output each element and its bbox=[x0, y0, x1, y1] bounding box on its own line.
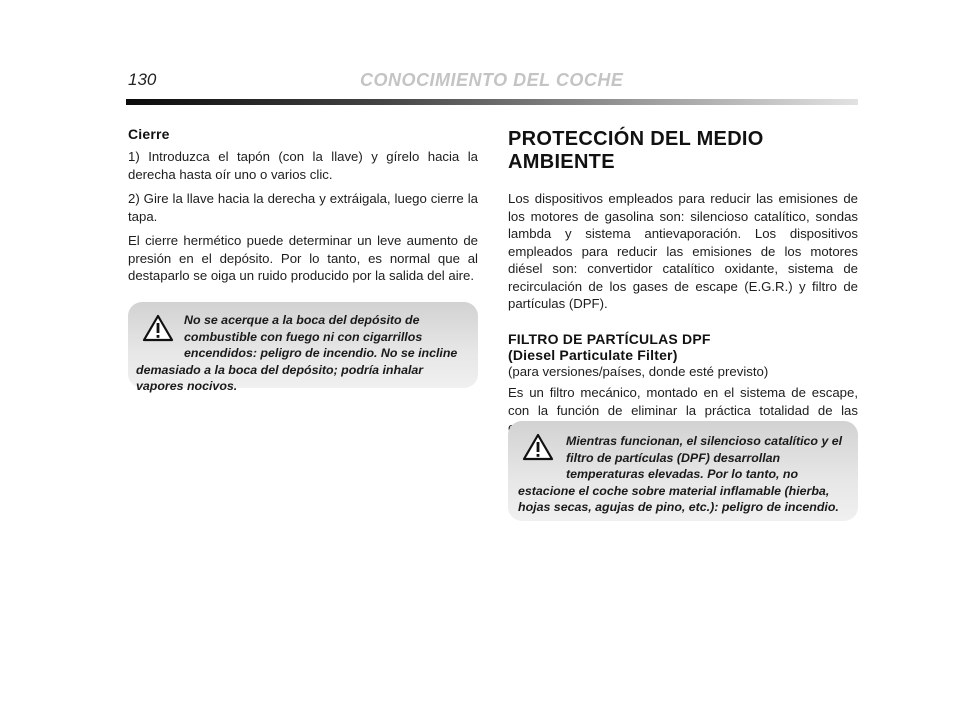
page-number: 130 bbox=[128, 70, 157, 89]
dpf-heading-line-2: (Diesel Particulate Filter) bbox=[508, 346, 678, 363]
warning-text-fuel: No se acerque a la boca del depósito de combustible con fuego ni con cigarrillos encendidos: peligro de incendio. No se incline demasiado a la boca del depósito; podría inhalar vapores nocivos. bbox=[136, 313, 458, 393]
warning-text-catalyst: Mientras funcionan, el silencioso catalítico y el filtro de partículas (DPF) desarrollan temperaturas elevadas. Por lo tanto, no estacione el coche sobre material inflamable (hierba, hojas secas, agujas de pino, etc.): peligro de incendio. bbox=[518, 434, 843, 514]
warning-triangle-icon bbox=[522, 433, 554, 461]
warning-box-fuel bbox=[128, 302, 478, 393]
dpf-heading bbox=[508, 331, 858, 363]
dpf-heading-line-1: FILTRO DE PARTÍCULAS DPF bbox=[508, 330, 711, 347]
section-heading-environment: PROTECCIÓN DEL MEDIO AMBIENTE bbox=[508, 128, 764, 173]
paragraph-step-2: 2) Gire la llave hacia la derecha y extráigala, luego cierre la tapa. bbox=[128, 191, 478, 224]
warning-box-catalyst bbox=[508, 421, 858, 521]
section-heading-cierre: Cierre bbox=[128, 126, 170, 142]
left-column bbox=[128, 126, 478, 292]
right-column bbox=[508, 126, 858, 444]
running-title: CONOCIMIENTO DEL COCHE bbox=[360, 70, 624, 90]
paragraph-pressure-note: El cierre hermético puede determinar un leve aumento de presión en el depósito. Por lo tanto, es normal que al destaparlo se oiga un ruido producido por la salida del aire. bbox=[128, 233, 478, 283]
paragraph-emissions-intro: Los dispositivos empleados para reducir las emisiones de los motores de gasolina son: silencioso catalítico, sondas lambda y sistema antievaporación. Los dispositivos empleados para reducir las emisiones de los motores diésel son: convertidor catalítico oxidante, sistema de recirculación de los gases de escape (E.G.R.) y filtro de partículas (DPF). bbox=[508, 191, 858, 311]
warning-triangle-icon bbox=[142, 314, 174, 342]
dpf-availability-note: (para versiones/países, donde esté previsto) bbox=[508, 363, 769, 379]
header-rule bbox=[126, 99, 858, 105]
paragraph-dpf-description: Es un filtro mecánico, montado en el sistema de escape, con la función de eliminar la práctica totalidad de las bbox=[508, 385, 858, 418]
paragraph-step-1: 1) Introduzca el tapón (con la llave) y gírelo hacia la derecha hasta oír uno o varios clic. bbox=[128, 149, 478, 182]
